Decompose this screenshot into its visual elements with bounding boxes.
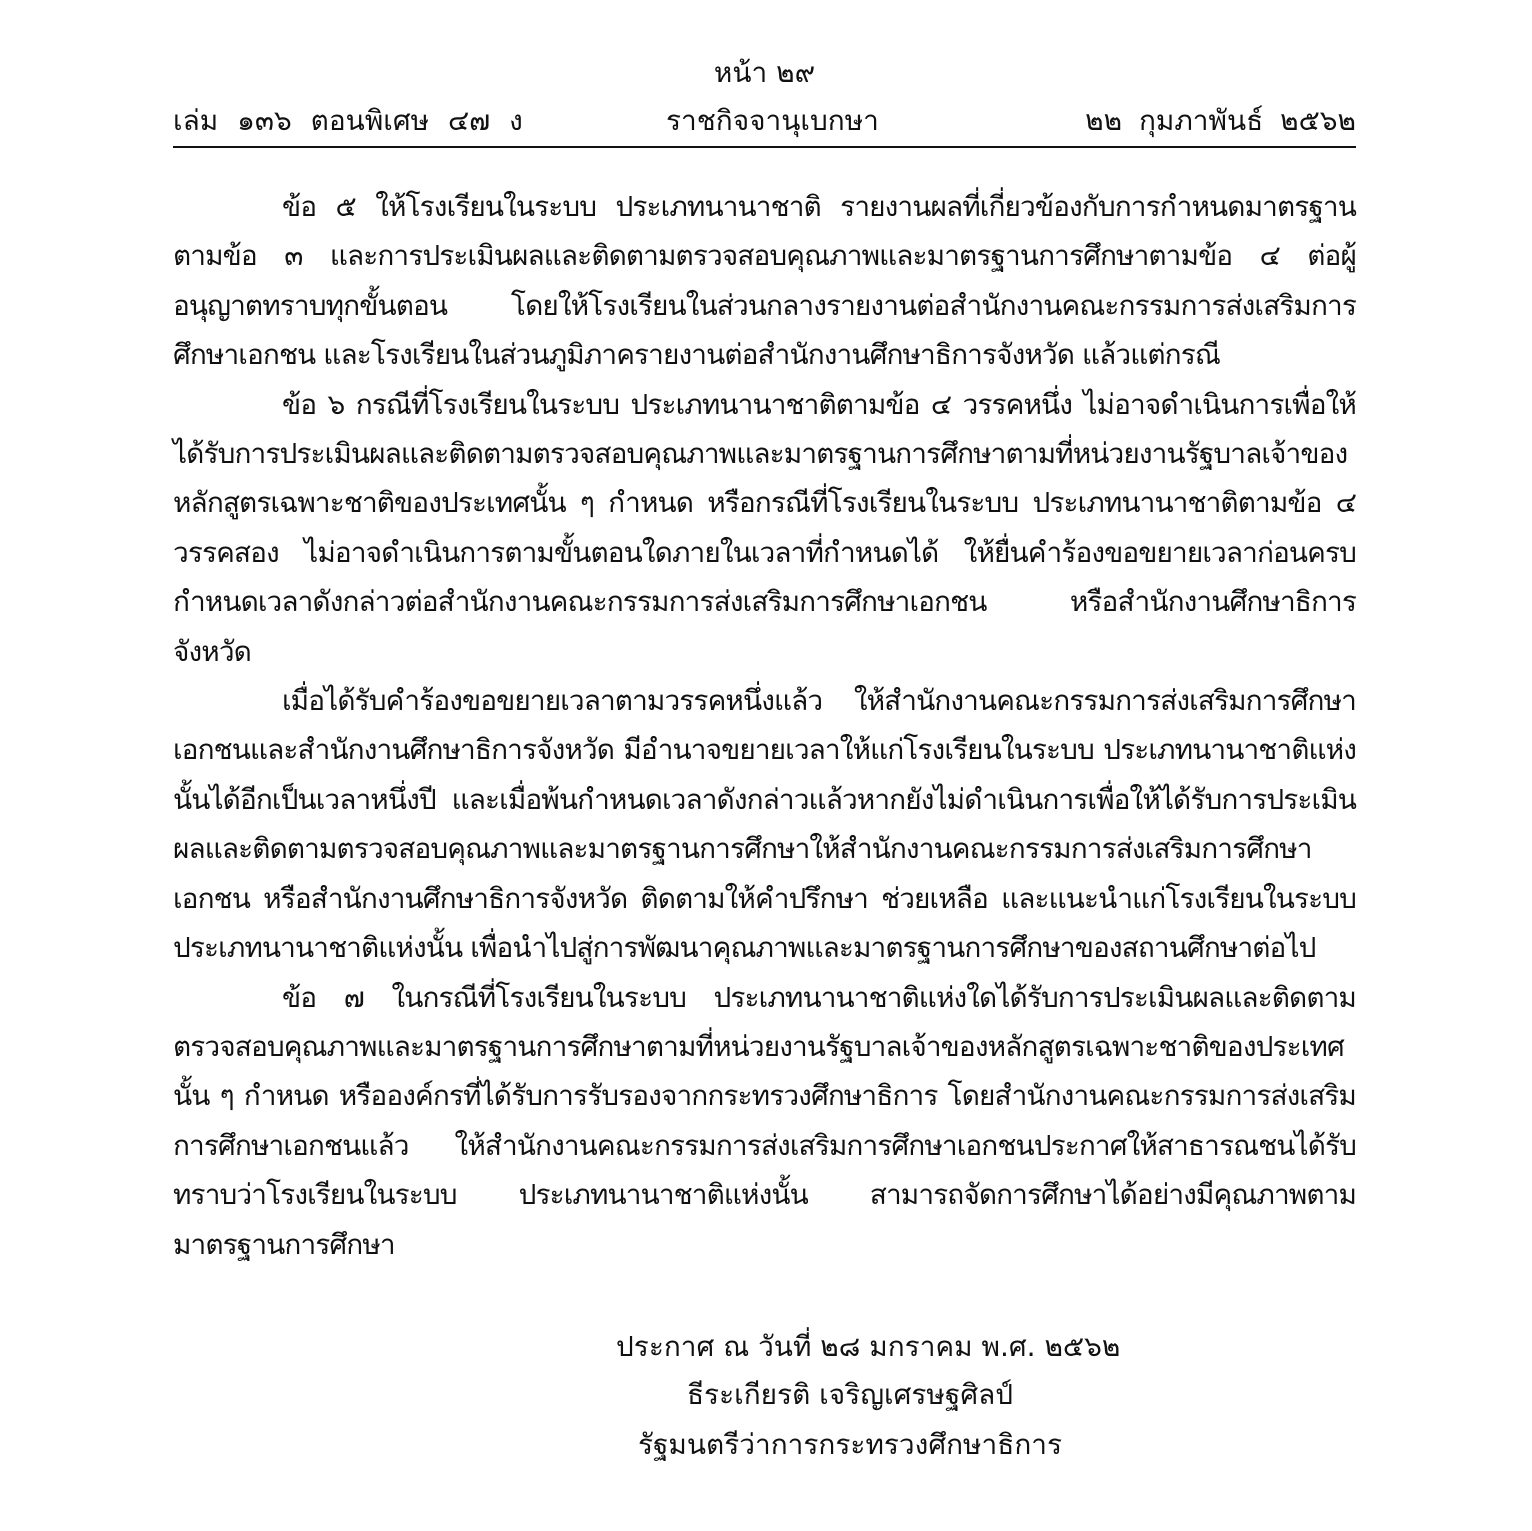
signatory-name: ธีระเกียรติ เจริญเศรษฐศิลป์ [686,1378,1014,1411]
signatory-position: รัฐมนตรีว่าการกระทรวงศึกษาธิการ [637,1428,1063,1461]
clause-6-paragraph-2: เมื่อได้รับคำร้องขอขยายเวลาตามวรรคหนึ่งแล้ว ให้สำนักงานคณะกรรมการส่งเสริมการศึกษาเอกชนและสำนักงานศึกษาธิการจังหวัด มีอำนาจขยายเวลาให้แก่โรงเรียนในระบบ ประเภทนานาชาติแห่งนั้นได้อีกเป็นเวลาหนึ่งปี และเมื่อพ้นกำหนดเวลาดังกล่าวแล้วหากยังไม่ดำเนินการเพื่อให้ได้รับการประเมินผลและติดตามตรวจสอบคุณภาพและมาตรฐานการศึกษาให้สำนักงานคณะกรรมการส่งเสริมการศึกษาเอกชน หรือสำนักงานศึกษาธิการจังหวัด ติดตามให้คำปรึกษา ช่วยเหลือ และแนะนำแก่โรงเรียนในระบบ ประเภทนานาชาติแห่งนั้น เพื่อนำไปสู่การพัฒนาคุณภาพและมาตรฐานการศึกษาของสถานศึกษาต่อไป [173,684,1356,965]
page-header [173,52,1356,152]
volume-issue: เล่ม ๑๓๖ ตอนพิเศษ ๔๗ ง [173,104,523,137]
page-number: หน้า ๒๙ [713,56,816,89]
announcement-date: ประกาศ ณ วันที่ ๒๘ มกราคม พ.ศ. ๒๕๖๒ [616,1330,1121,1363]
clause-6: ข้อ ๖ กรณีที่โรงเรียนในระบบ ประเภทนานาชาติตามข้อ ๔ วรรคหนึ่ง ไม่อาจดำเนินการเพื่อให้ได้รับการประเมินผลและติดตามตรวจสอบคุณภาพและมาตรฐานการศึกษาตามที่หน่วยงานรัฐบาลเจ้าของหลักสูตรเฉพาะชาติของประเทศนั้น ๆ กำหนด หรือกรณีที่โรงเรียนในระบบ ประเภทนานาชาติตามข้อ ๔ วรรคสอง ไม่อาจดำเนินการตามขั้นตอนใดภายในเวลาที่กำหนดได้ ให้ยื่นคำร้องขอขยายเวลาก่อนครบกำหนดเวลาดังกล่าวต่อสำนักงานคณะกรรมการส่งเสริมการศึกษาเอกชน หรือสำนักงานศึกษาธิการจังหวัด [173,387,1356,668]
clause-7: ข้อ ๗ ในกรณีที่โรงเรียนในระบบ ประเภทนานาชาติแห่งใดได้รับการประเมินผลและติดตามตรวจสอบคุณภาพและมาตรฐานการศึกษาตามที่หน่วยงานรัฐบาลเจ้าของหลักสูตรเฉพาะชาติของประเทศนั้น ๆ กำหนด หรือองค์กรที่ได้รับการรับรองจากกระทรวงศึกษาธิการ โดยสำนักงานคณะกรรมการส่งเสริมการศึกษาเอกชนแล้ว ให้สำนักงานคณะกรรมการส่งเสริมการศึกษาเอกชนประกาศให้สาธารณชนได้รับทราบว่าโรงเรียนในระบบ ประเภทนานาชาติแห่งนั้น สามารถจัดการศึกษาได้อย่างมีคุณภาพตามมาตรฐานการศึกษา [173,980,1356,1261]
header-divider [173,146,1356,148]
header-row [173,104,1356,144]
publication-name: ราชกิจจานุเบกษา [666,104,879,137]
publication-date: ๒๒ กุมภาพันธ์ ๒๕๖๒ [1085,104,1356,137]
document-body [173,182,1356,1269]
clause-5: ข้อ ๕ ให้โรงเรียนในระบบ ประเภทนานาชาติ รายงานผลที่เกี่ยวข้องกับการกำหนดมาตรฐานตามข้อ ๓ และการประเมินผลและติดตามตรวจสอบคุณภาพและมาตรฐานการศึกษาตามข้อ ๔ ต่อผู้อนุญาตทราบทุกขั้นตอน โดยให้โรงเรียนในส่วนกลางรายงานต่อสำนักงานคณะกรรมการส่งเสริมการศึกษาเอกชน และโรงเรียนในส่วนภูมิภาครายงานต่อสำนักงานศึกษาธิการจังหวัด แล้วแต่กรณี [173,190,1356,372]
